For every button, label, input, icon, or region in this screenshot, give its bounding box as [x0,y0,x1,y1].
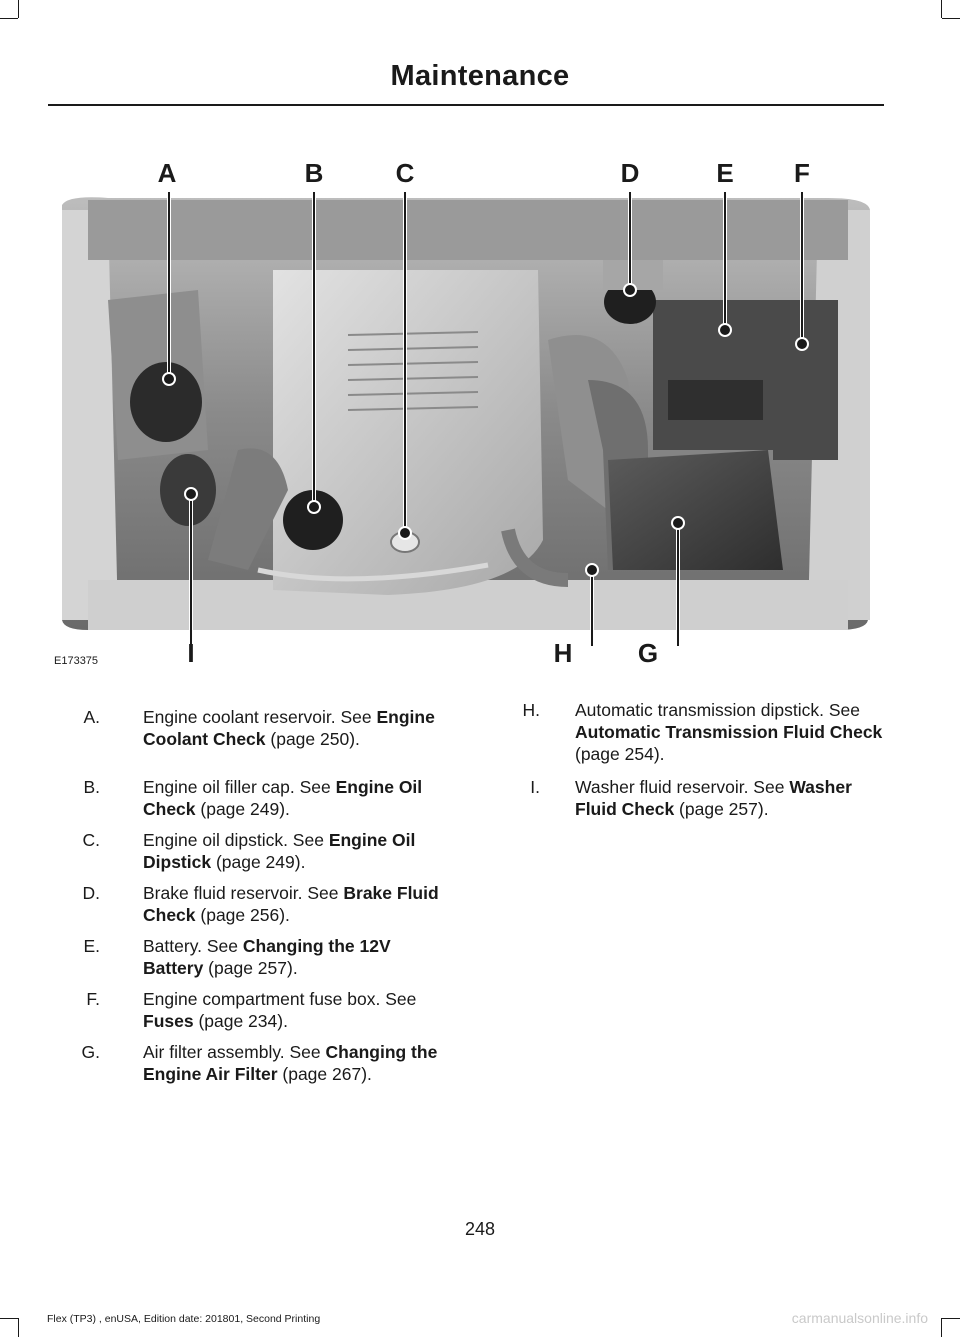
page-number: 248 [464,1219,496,1239]
callout-label: H [553,638,573,668]
crop-mark [942,18,960,19]
legend-letter: F. [86,989,100,1009]
cross-reference-link[interactable]: Automatic Transmission Fluid Check [575,722,883,742]
callout-label: G [637,638,659,668]
callout-label: I [187,638,195,668]
legend-text: Engine oil filler cap. See Engine Oil Check (page 249). [143,777,423,819]
callout-label: A [157,158,177,188]
engine-compartment-figure [48,150,884,670]
cross-reference-link[interactable]: Engine Oil Dipstick [143,830,416,872]
legend-text: Engine coolant reservoir. See Engine Coolant Check (page 250). [143,707,435,749]
crop-mark [941,0,942,18]
callout-label: E [716,158,734,188]
legend-text: Washer fluid reservoir. See Washer Fluid Check (page 257). [575,777,852,819]
figure-code: E173375 [54,655,99,667]
crop-mark [0,1318,18,1319]
crop-mark [0,18,18,19]
page-title: Maintenance [390,60,570,92]
callout-label: C [395,158,415,188]
legend-text: Brake fluid reservoir. See Brake Fluid Check (page 256). [143,883,439,925]
legend-text: Engine oil dipstick. See Engine Oil Dipstick (page 249). [143,830,416,872]
legend-text: Air filter assembly. See Changing the Engine Air Filter (page 267). [143,1042,438,1084]
legend-letter: A. [83,707,100,727]
cross-reference-link[interactable]: Brake Fluid Check [143,883,439,925]
cross-reference-link[interactable]: Engine Oil Check [143,777,423,819]
crop-mark [18,0,19,18]
cross-reference-link[interactable]: Changing the Engine Air Filter [143,1042,438,1084]
callout-label: B [304,158,324,188]
crop-mark [941,1318,942,1337]
cross-reference-link[interactable]: Engine Coolant Check [143,707,435,749]
legend-letter: H. [522,700,540,720]
crop-mark [18,1318,19,1337]
cross-reference-link[interactable]: Fuses [143,1011,194,1031]
legend-letter: E. [83,936,100,956]
watermark: carmanualsonline.info [791,1310,928,1326]
cross-reference-link[interactable]: Washer Fluid Check [575,777,852,819]
legend-text: Automatic transmission dipstick. See Automatic Transmission Fluid Check (page 254). [575,700,883,764]
callout-label: F [794,158,810,188]
engine-compartment-illustration [48,150,884,670]
cross-reference-link[interactable]: Changing the 12V Battery [143,936,391,978]
legend-letter: I. [530,777,540,797]
edition-footer: Flex (TP3) , enUSA, Edition date: 201801, Second Printing [47,1313,321,1325]
legend-letter: D. [82,883,100,903]
legend-text: Battery. See Changing the 12V Battery (page 257). [143,936,391,978]
crop-mark [942,1318,960,1319]
legend-letter: G. [81,1042,100,1062]
legend-letter: C. [82,830,100,850]
callout-label: D [620,158,640,188]
header-divider [48,104,884,106]
legend-text: Engine compartment fuse box. See Fuses (page 234). [143,989,417,1031]
legend-letter: B. [83,777,100,797]
